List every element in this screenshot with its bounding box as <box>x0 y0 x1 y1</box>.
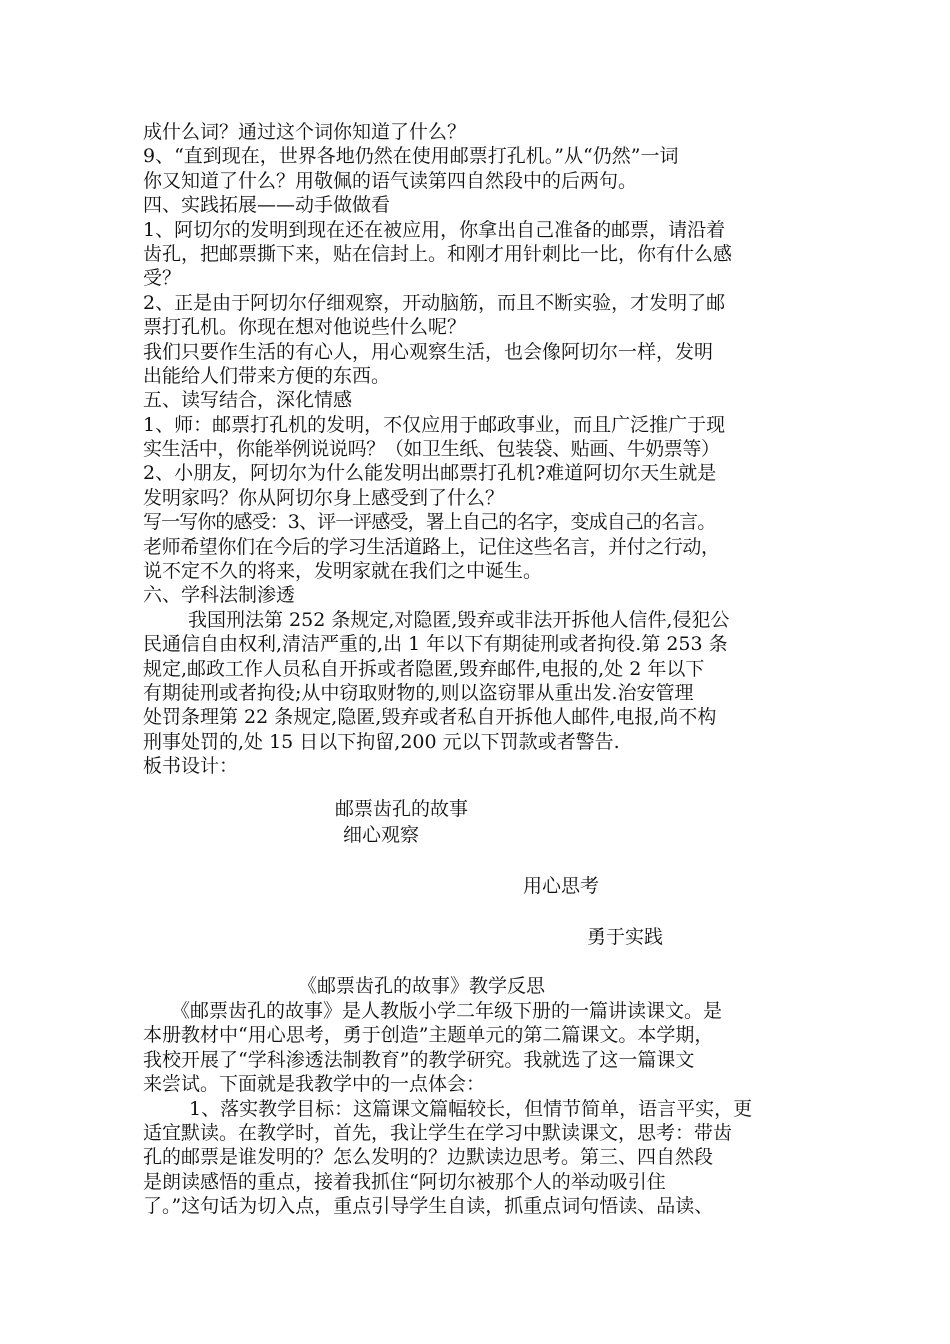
text-line: 2、正是由于阿切尔仔细观察，开动脑筋，而且不断实验，才发明了邮 <box>143 291 726 314</box>
reflection-text <box>143 999 823 1219</box>
text-line: 齿孔，把邮票撕下来，贴在信封上。和刚才用针刺比一比，你有什么感 <box>143 242 733 265</box>
text-line: 实生活中，你能举例说说吗？（如卫生纸、包装袋、贴画、牛奶票等） <box>143 438 720 461</box>
text-line: 《邮票齿孔的故事》是人教版小学二年级下册的一篇讲读课文。是 <box>171 1000 723 1022</box>
text-line: 成什么词？通过这个词你知道了什么？ <box>143 121 467 143</box>
text-line: 9、“直到现在，世界各地仍然在使用邮票打孔机。”从“仍然”一词 <box>143 145 679 168</box>
text-line: 我校开展了“学科渗透法制教育”的教学研究。我就选了这一篇课文 <box>143 1048 695 1071</box>
text-line: 适宜默读。在教学时，首先，我让学生在学习中默读课文，思考：带齿 <box>143 1121 733 1144</box>
body-text <box>143 120 823 779</box>
law-text-line: 规定,邮政工作人员私自开拆或者隐匿,毁弃邮件,电报的,处 2 年以下 <box>143 657 705 680</box>
text-line: 1、阿切尔的发明到现在还在被应用，你拿出自己准备的邮票，请沿着 <box>143 218 726 241</box>
text-line: 是朗读感悟的重点，接着我抓住“阿切尔被那个人的举动吸引住 <box>143 1170 666 1193</box>
text-line: 发明家吗？你从阿切尔身上感受到了什么？ <box>143 486 505 509</box>
law-text-line: 有期徒刑或者拘役;从中窃取财物的,则以盗窃罪从重出发.治安管理 <box>143 681 694 704</box>
board-item: 细心观察 <box>343 824 420 846</box>
text-line: 说不定不久的将来，发明家就在我们之中诞生。 <box>143 560 543 583</box>
text-line: 孔的邮票是谁发明的？怎么发明的？边默读边思考。第三、四自然段 <box>143 1146 714 1169</box>
text-line: 你又知道了什么？用敬佩的语气读第四自然段中的后两句。 <box>143 169 638 192</box>
board-item: 勇于实践 <box>587 926 664 948</box>
text-line: 2、小朋友，阿切尔为什么能发明出邮票打孔机?难道阿切尔天生就是 <box>143 462 717 485</box>
text-line: 1、落实教学目标：这篇课文篇幅较长，但情节简单，语言平实，更 <box>189 1097 753 1120</box>
board-item: 用心思考 <box>523 875 600 897</box>
text-line: 出能给人们带来方便的东西。 <box>143 364 391 387</box>
section-heading: 六、学科法制渗透 <box>143 584 296 607</box>
text-line: 本册教材中“用心思考，勇于创造”主题单元的第二篇课文。本学期， <box>143 1024 714 1047</box>
law-text-line: 民通信自由权利,清洁严重的,出 1 年以下有期徒刑或者拘役.第 253 条 <box>143 633 728 656</box>
text-line: 我们只要作生活的有心人，用心观察生活，也会像阿切尔一样，发明 <box>143 340 714 363</box>
law-text-line: 处罚条理第 22 条规定,隐匿,毁弃或者私自开拆他人邮件,电报,尚不构 <box>143 706 717 729</box>
law-text-line: 刑事处罚的,处 15 日以下拘留,200 元以下罚款或者警告. <box>143 730 620 753</box>
text-line: 写一写你的感受：3、评一评感受，署上自己的名字，变成自己的名言。 <box>143 511 716 534</box>
text-line: 老师希望你们在今后的学习生活道路上，记住这些名言，并付之行动， <box>143 535 720 558</box>
section-heading: 四、实践拓展——动手做做看 <box>143 194 391 217</box>
text-line: 1、师：邮票打孔机的发明，不仅应用于邮政事业，而且广泛推广于现 <box>143 413 726 436</box>
reflection-title: 《邮票齿孔的故事》教学反思 <box>298 975 546 997</box>
text-line: 来尝试。下面就是我教学中的一点体会： <box>143 1073 486 1096</box>
board-design-label: 板书设计： <box>143 755 239 778</box>
law-text-line: 我国刑法第 252 条规定,对隐匿,毁弃或非法开拆他人信件,侵犯公 <box>188 608 730 631</box>
board-title: 邮票齿孔的故事 <box>335 798 469 820</box>
text-line: 了。”这句话为切入点，重点引导学生自读，抓重点词句悟读、品读、 <box>143 1195 714 1218</box>
text-line: 受？ <box>143 267 182 290</box>
text-line: 票打孔机。你现在想对他说些什么呢？ <box>143 316 467 339</box>
section-heading: 五、读写结合，深化情感 <box>143 389 353 412</box>
